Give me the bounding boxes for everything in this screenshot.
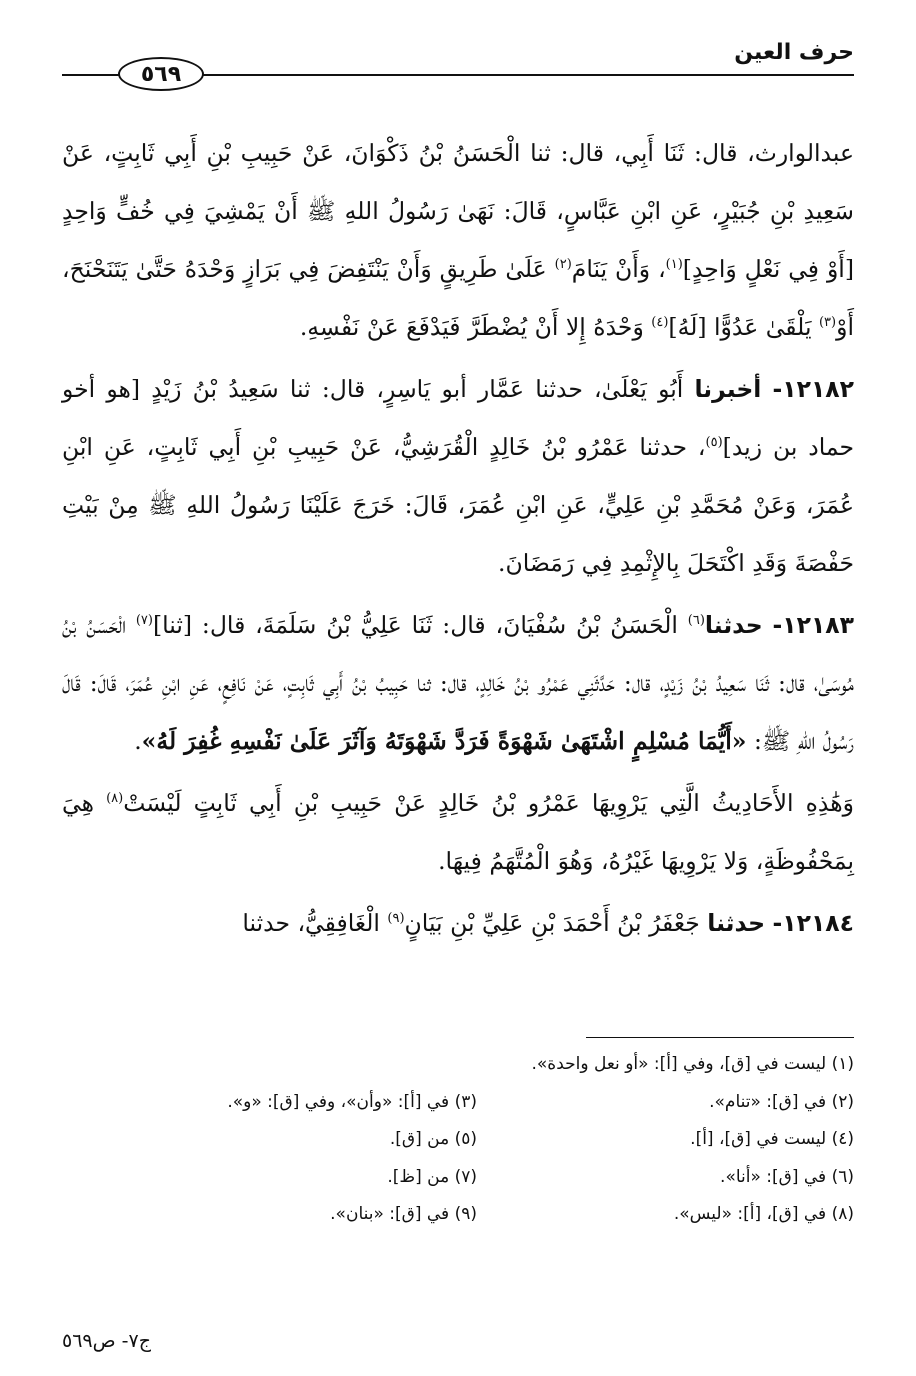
text-run: ، حدثنا عَمْرُو بْنُ خَالِدٍ الْقُرَشِيُّ، عَنْ حَبِيبِ بْنِ أَبِي ثَابِتٍ، عَنِ ابْنِ عُمَرَ، وَعَنْ مُحَمَّدِ بْنِ عَلِيٍّ، عَنِ ابْنِ عُمَرَ، قَالَ: خَرَجَ عَلَيْنَا رَسُولُ اللهِ ﷺ مِنْ بَيْتِ حَفْصَةَ وَقَدِ اكْتَحَلَ بِالإِثْمِدِ فِي رَمَضَانَ. — [62, 433, 854, 577]
text-run: . — [134, 727, 142, 755]
text-run: جَعْفَرُ بْنُ أَحْمَدَ بْنِ عَلِيِّ بْنِ بَيَانٍ — [404, 909, 708, 937]
text-run: ، وَأَنْ يَنَامَ — [571, 255, 666, 283]
text-run: وَهَٰذِهِ الأَحَادِيثُ الَّتِي يَرْوِيهَا عَمْرُو بْنُ خَالِدٍ عَنْ حَبِيبِ بْنِ أَبِي ثَابِتٍ لَيْسَتْ — [123, 789, 854, 817]
text-run: عَلَىٰ طَرِيقٍ وَأَنْ يَنْتَفِضَ فِي بَرَازٍ وَحْدَهُ حَتَّىٰ يَتَنَحْنَحَ، أَوْ — [62, 255, 854, 341]
footnote-ref-1[interactable]: (١) — [665, 257, 683, 273]
footnote-ref-8[interactable]: (٨) — [106, 791, 124, 807]
hadith-12183 — [62, 596, 854, 770]
text-run: الْحَسَنُ بْنُ سُفْيَانَ، قال: ثَنَا عَلِيُّ بْنُ سَلَمَةَ، قال: [ثنا] — [152, 611, 688, 639]
text-run: وَحْدَهُ إِلا أَنْ يُضْطَرَّ فَيَدْفَعَ عَنْ نَفْسِهِ. — [299, 313, 652, 341]
text-run: أَبُو يَعْلَىٰ، حدثنا عَمَّار أبو يَاسِرٍ، قال: ثنا سَعِيدُ بْنُ زَيْدٍ [هو أخو حماد بن زيد] — [62, 375, 855, 461]
footnote-ref-7[interactable]: (٧) — [135, 613, 153, 629]
footnote-4: (٤) ليست في [ق]، [أ]. — [690, 1129, 854, 1149]
narration-keyword: حدثنا — [707, 909, 766, 937]
footnote-ref-3[interactable]: (٣) — [818, 315, 837, 331]
footnote-row — [100, 1054, 854, 1092]
footnote-row — [100, 1167, 854, 1205]
footnotes — [100, 1054, 854, 1242]
footnote-ref-4[interactable]: (٤) — [651, 315, 669, 331]
footnote-separator — [586, 1037, 854, 1038]
page-number-badge: ٥٦٩ — [118, 57, 204, 91]
hadith-12184 — [62, 894, 854, 952]
hadith-number: ١٢١٨٤- — [772, 909, 854, 937]
text-run: الْغَافِقِيُّ، حدثنا — [242, 909, 388, 937]
main-text — [62, 124, 854, 952]
footnote-5: (٥) من [ق]. — [389, 1129, 477, 1149]
footnote-9: (٩) في [ق]: «بنان». — [330, 1204, 477, 1224]
narration-keyword: حدثنا — [704, 611, 763, 639]
footnote-2: (٢) في [ق]: «تنام». — [709, 1091, 854, 1112]
narration-keyword: أخبرنا — [694, 375, 762, 403]
text-run: الْحَسَنُ بْنُ مُوسَىٰ، قال: ثَنَا سَعِيدُ بْنُ زَيْدٍ، قال: حَدَّثَنِي عَمْرُو بْنُ خَالِدٍ، قال: ثنا حَبِيبُ بْنُ أَبِي ثَابِتٍ، عَنْ نَافِعٍ، عَنِ ابْنِ عُمَرَ، قَالَ: قَالَ رَسُولُ اللهِ ﷺ: — [62, 611, 854, 755]
volume-page-footer: ج٧- ص٥٦٩ — [62, 1330, 151, 1352]
footnote-ref-6[interactable]: (٦) — [687, 613, 705, 629]
footnote-row — [100, 1092, 854, 1130]
chapter-title: حرف العين — [734, 40, 854, 65]
text-run: يَلْقَىٰ عَدُوًّا [لَهُ] — [668, 313, 819, 341]
text-run: عبدالوارث، قال: ثَنَا أَبِي، قال: ثنا الْحَسَنُ بْنُ ذَكْوَانَ، عَنْ حَبِيبِ بْنِ أَبِي ثَابِتٍ، عَنْ سَعِيدِ بْنِ جُبَيْرٍ، عَنِ ابْنِ عَبَّاسٍ، قَالَ: نَهَىٰ رَسُولُ اللهِ ﷺ أَنْ يَمْشِيَ فِي خُفٍّ وَاحِدٍ [أَوْ فِي نَعْلٍ وَاحِدٍ] — [62, 139, 854, 283]
footnote-6: (٦) في [ق]: «أنا». — [720, 1166, 854, 1187]
footnote-ref-2[interactable]: (٢) — [554, 257, 572, 273]
footnote-3: (٣) في [أ]: «وأن»، وفي [ق]: «و». — [227, 1091, 477, 1112]
footnote-row — [100, 1204, 854, 1242]
footnote-7: (٧) من [ظ]. — [387, 1166, 477, 1187]
footnote-8: (٨) في [ق]، [أ]: «ليس». — [673, 1204, 854, 1224]
footnote-ref-5[interactable]: (٥) — [705, 435, 723, 451]
footnote-1: (١) ليست في [ق]، وفي [أ]: «أو نعل واحدة». — [531, 1054, 854, 1074]
paragraph-1 — [62, 124, 854, 356]
text-run: هِيَ بِمَحْفُوظَةٍ، وَلا يَرْوِيهَا غَيْرُهُ، وَهُوَ الْمُتَّهَمُ فِيهَا. — [62, 789, 854, 875]
hadith-12182 — [62, 360, 854, 592]
commentary-paragraph — [62, 774, 854, 890]
hadith-number: ١٢١٨٣- — [772, 611, 854, 639]
hadith-text: «أَيُّمَا مُسْلِمٍ اشْتَهَىٰ شَهْوَةً فَرَدَّ شَهْوَتَهُ وَآثَرَ عَلَىٰ نَفْسِهِ غُفِرَ لَهُ» — [141, 727, 747, 755]
footnote-row — [100, 1129, 854, 1167]
hadith-number: ١٢١٨٢- — [772, 375, 854, 403]
footnote-ref-9[interactable]: (٩) — [387, 911, 405, 927]
